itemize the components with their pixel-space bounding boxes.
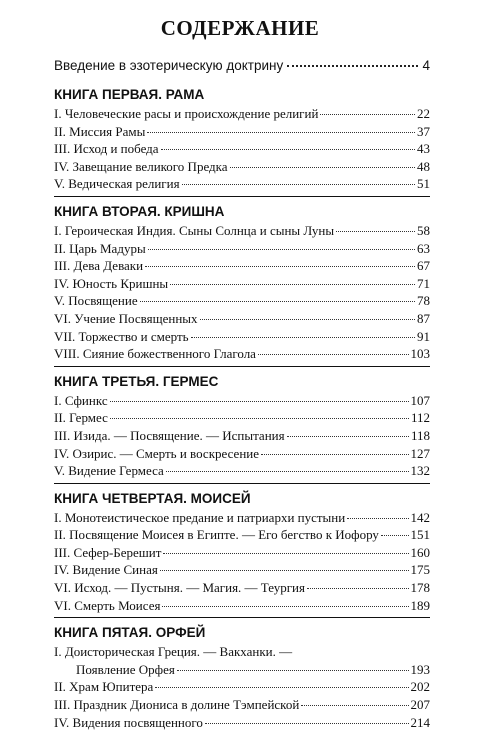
chapter-title: III. Праздник Диониса в долине Тэмпейской bbox=[54, 697, 300, 713]
dot-leader bbox=[161, 149, 415, 150]
page-number: 175 bbox=[410, 562, 430, 578]
chapter-entry[interactable] bbox=[54, 714, 430, 731]
dot-leader bbox=[200, 319, 415, 320]
dot-leader bbox=[177, 670, 409, 671]
chapter-entry[interactable] bbox=[54, 310, 430, 328]
dot-leader bbox=[163, 553, 408, 554]
page-number: 91 bbox=[417, 328, 430, 344]
section-divider bbox=[54, 617, 430, 618]
dot-leader bbox=[110, 418, 409, 419]
chapter-title: I. Человеческие расы и происхождение религий bbox=[54, 106, 319, 121]
chapter-entry[interactable] bbox=[54, 222, 430, 240]
chapter-entry[interactable] bbox=[54, 696, 430, 714]
chapter-title: I. Сфинкс bbox=[54, 392, 108, 408]
dot-leader bbox=[148, 249, 415, 250]
chapter-title: II. Посвящение Моисея в Египте. — Его бегство к Иофору bbox=[54, 527, 379, 543]
dot-leader bbox=[336, 231, 415, 232]
page-number: 214 bbox=[410, 714, 430, 730]
page-number: 107 bbox=[410, 392, 430, 408]
page-number: 22 bbox=[417, 106, 430, 121]
dot-leader bbox=[287, 436, 409, 437]
book-section bbox=[54, 624, 430, 731]
page-number: 112 bbox=[410, 410, 430, 426]
intro-entry[interactable] bbox=[54, 58, 430, 73]
page-number: 207 bbox=[410, 697, 430, 713]
chapter-title: III. Исход и победа bbox=[54, 141, 159, 157]
chapter-entry[interactable] bbox=[54, 678, 430, 696]
chapter-title: III. Дева Деваки bbox=[54, 258, 144, 274]
chapter-entry[interactable] bbox=[54, 462, 430, 480]
dot-leader bbox=[261, 454, 409, 455]
chapter-title: VI. Смерть Моисея bbox=[54, 597, 161, 613]
dot-leader bbox=[347, 518, 408, 519]
page-number: 189 bbox=[410, 597, 430, 613]
chapter-title: II. Гермес bbox=[54, 410, 108, 426]
chapter-title: I. Монотеистическое предание и патриархи пустыни bbox=[54, 509, 346, 525]
dot-leader bbox=[191, 337, 415, 338]
dot-leader bbox=[160, 570, 409, 571]
page-number: 63 bbox=[417, 240, 430, 256]
section-divider bbox=[54, 483, 430, 484]
chapter-entry[interactable] bbox=[54, 597, 430, 615]
page-number: 151 bbox=[410, 527, 430, 543]
dot-leader bbox=[145, 266, 415, 267]
book-title: КНИГА ЧЕТВЕРТАЯ. МОИСЕЙ bbox=[54, 490, 251, 506]
dot-leader bbox=[301, 705, 408, 706]
page-number: 43 bbox=[417, 141, 430, 157]
dot-leader bbox=[230, 167, 415, 168]
page-number: 178 bbox=[410, 580, 430, 596]
book-section bbox=[54, 373, 430, 484]
chapter-entry[interactable] bbox=[54, 328, 430, 346]
dot-leader bbox=[381, 535, 409, 536]
page-number: 78 bbox=[417, 293, 430, 309]
chapter-title: II. Царь Мадуры bbox=[54, 240, 146, 256]
chapter-entry[interactable] bbox=[54, 392, 430, 410]
page-number: 48 bbox=[417, 158, 430, 174]
chapter-entry[interactable] bbox=[54, 240, 430, 258]
page-number: 202 bbox=[410, 679, 430, 695]
chapter-title: V. Посвящение bbox=[54, 293, 138, 309]
chapter-entry[interactable] bbox=[54, 257, 430, 275]
book-section bbox=[54, 203, 430, 367]
chapter-title: VI. Исход. — Пустыня. — Магия. — Теургия bbox=[54, 580, 305, 596]
page-number: 67 bbox=[417, 258, 430, 274]
intro-page-number: 4 bbox=[422, 58, 430, 73]
chapter-title: IV. Озирис. — Смерть и воскресение bbox=[54, 445, 259, 461]
page-number: 127 bbox=[410, 445, 430, 461]
page-number: 193 bbox=[410, 661, 430, 677]
chapter-title: I. Героическая Индия. Сыны Солнца и сыны Луны bbox=[54, 222, 335, 238]
chapter-title: IV. Завещание великого Предка bbox=[54, 158, 228, 174]
section-divider bbox=[54, 196, 430, 197]
chapter-title: II. Храм Юпитера bbox=[54, 679, 154, 695]
page-number: 132 bbox=[410, 463, 430, 479]
chapter-title: I. Доисторическая Греция. — Вакханки. — bbox=[54, 644, 293, 660]
book-section bbox=[54, 86, 430, 197]
chapter-title: II. Миссия Рамы bbox=[54, 123, 146, 139]
dot-leader bbox=[170, 284, 415, 285]
chapter-title: IV. Видение Синая bbox=[54, 562, 158, 578]
chapter-entry[interactable] bbox=[54, 561, 430, 579]
page-number: 51 bbox=[417, 176, 430, 192]
chapter-entry[interactable] bbox=[54, 409, 430, 427]
dot-leader bbox=[307, 588, 409, 589]
page-number: 37 bbox=[417, 123, 430, 139]
book-section bbox=[54, 490, 430, 619]
chapter-entry[interactable] bbox=[54, 544, 430, 562]
page-number: 71 bbox=[417, 275, 430, 291]
book-title: КНИГА ВТОРАЯ. КРИШНА bbox=[54, 203, 225, 219]
page-number: 142 bbox=[410, 509, 430, 525]
page-title: СОДЕРЖАНИЕ bbox=[160, 16, 320, 40]
chapter-title: III. Сефер-Берешит bbox=[54, 544, 162, 560]
page-number: 160 bbox=[410, 544, 430, 560]
dot-leader bbox=[155, 687, 408, 688]
chapter-entry[interactable] bbox=[54, 292, 430, 310]
table-of-contents bbox=[54, 80, 430, 731]
chapter-entry-line[interactable] bbox=[54, 643, 430, 661]
dot-leader bbox=[287, 65, 418, 67]
chapter-entry[interactable] bbox=[54, 345, 430, 363]
chapter-title: V. Ведическая религия bbox=[54, 176, 180, 192]
dot-leader bbox=[320, 114, 415, 115]
page-number: 103 bbox=[410, 346, 430, 362]
chapter-entry[interactable] bbox=[54, 275, 430, 293]
dot-leader bbox=[140, 301, 415, 302]
chapter-entry[interactable] bbox=[54, 509, 430, 527]
chapter-entry[interactable] bbox=[54, 579, 430, 597]
chapter-title: V. Видение Гермеса bbox=[54, 463, 164, 479]
book-title: КНИГА ПЯТАЯ. ОРФЕЙ bbox=[54, 625, 206, 641]
dot-leader bbox=[182, 184, 415, 185]
chapter-entry[interactable] bbox=[54, 427, 430, 445]
chapter-title: VI. Учение Посвященных bbox=[54, 310, 198, 326]
dot-leader bbox=[110, 401, 409, 402]
intro-title: Введение в эзотерическую доктрину bbox=[54, 58, 284, 73]
chapter-entry[interactable] bbox=[54, 158, 430, 176]
chapter-entry[interactable] bbox=[54, 140, 430, 158]
dot-leader bbox=[166, 471, 409, 472]
chapter-title: VII. Торжество и смерть bbox=[54, 328, 189, 344]
dot-leader bbox=[258, 354, 409, 355]
page-number: 87 bbox=[417, 310, 430, 326]
section-divider bbox=[54, 366, 430, 367]
page-number: 58 bbox=[417, 222, 430, 238]
chapter-entry[interactable] bbox=[54, 661, 430, 679]
chapter-entry[interactable] bbox=[54, 123, 430, 141]
dot-leader bbox=[147, 132, 415, 133]
chapter-title: III. Изида. — Посвящение. — Испытания bbox=[54, 427, 285, 443]
book-title: КНИГА ПЕРВАЯ. РАМА bbox=[54, 87, 205, 102]
chapter-title: IV. Юность Кришны bbox=[54, 275, 169, 291]
chapter-entry[interactable] bbox=[54, 526, 430, 544]
page-number: 118 bbox=[410, 427, 430, 443]
chapter-title-continuation: Появление Орфея bbox=[76, 661, 175, 677]
book-title: КНИГА ТРЕТЬЯ. ГЕРМЕС bbox=[54, 373, 219, 389]
dot-leader bbox=[162, 606, 408, 607]
chapter-title: VIII. Сияние божественного Глагола bbox=[54, 346, 256, 362]
chapter-entry[interactable] bbox=[54, 445, 430, 463]
dot-leader bbox=[205, 723, 409, 724]
chapter-title: IV. Видения посвященного bbox=[54, 714, 203, 730]
chapter-entry[interactable] bbox=[54, 175, 430, 193]
chapter-entry[interactable] bbox=[54, 105, 430, 123]
